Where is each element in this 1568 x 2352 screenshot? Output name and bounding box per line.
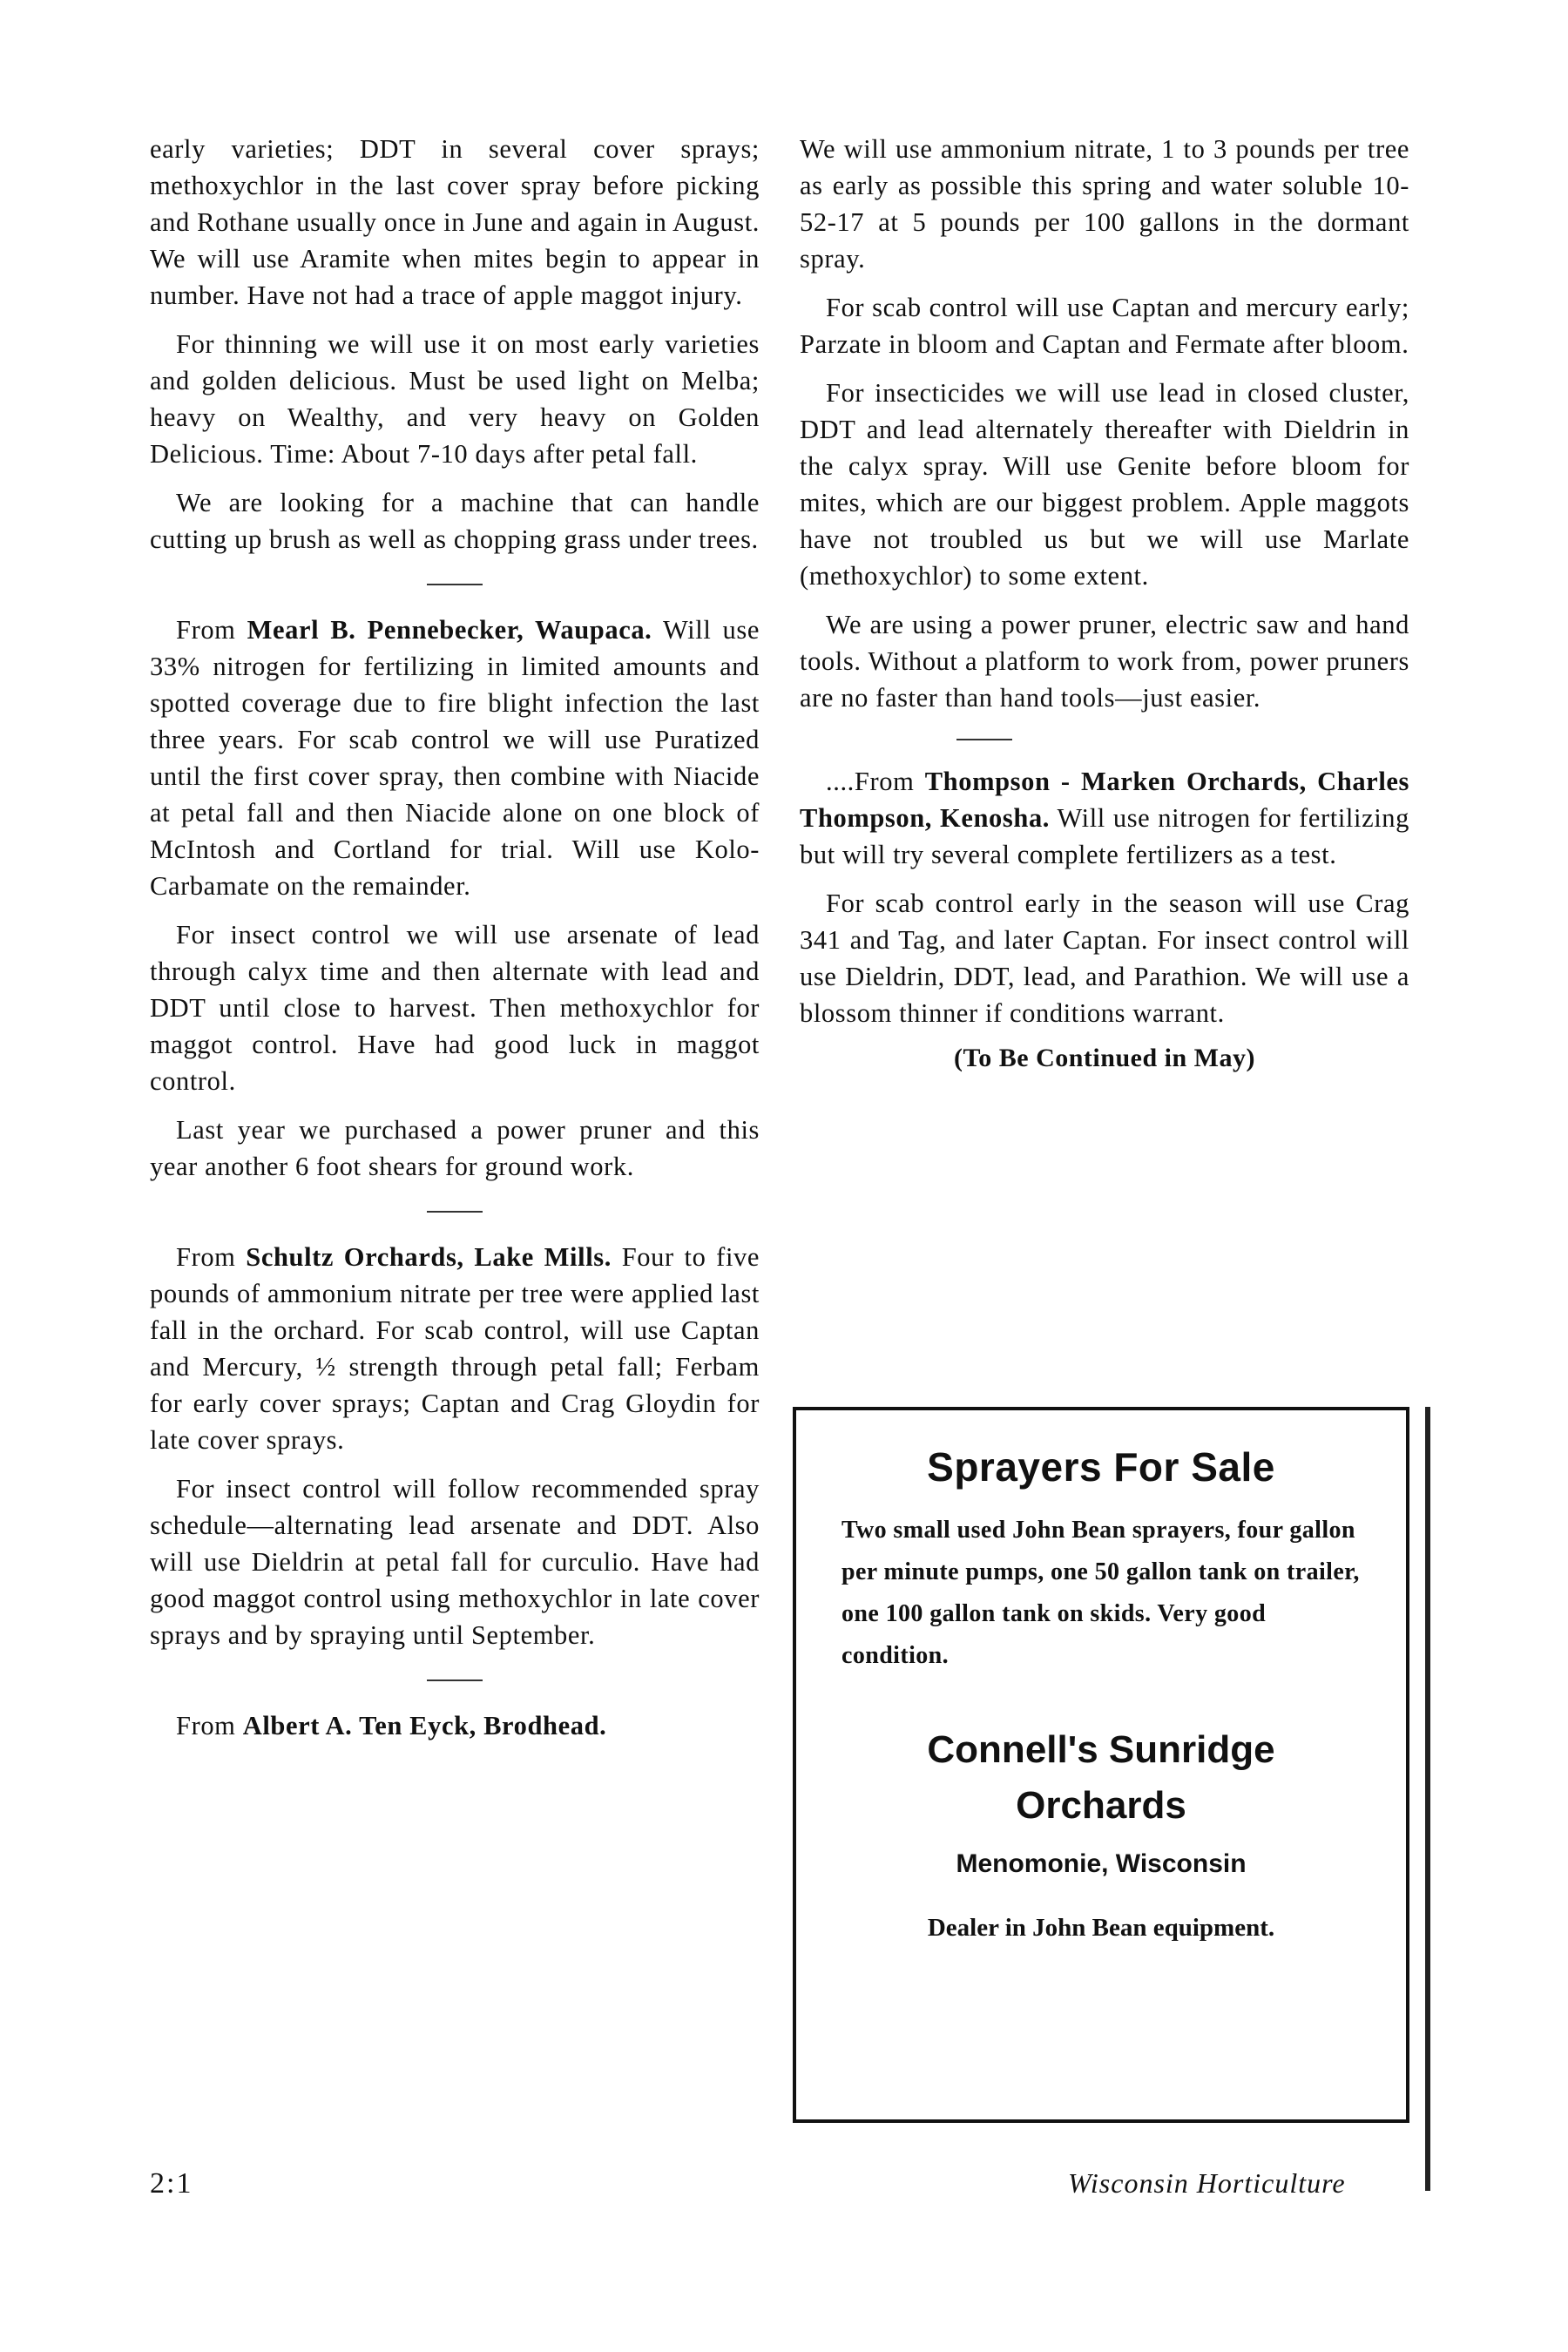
grower-name: Mearl B. Pennebecker, Waupaca. [247,615,652,645]
paragraph: For scab control will use Captan and mercury early; Parzate in bloom and Captan and Fermate after bloom. [800,293,1409,359]
paragraph: For insect control will follow recommended spray schedule—alternating lead arsenate and DDT. Also will use Dieldrin at petal fall for curculio. Have had good maggot control using methoxychlor in late cover sprays and by spraying until September. [150,1474,760,1650]
section-divider [427,1680,483,1681]
grower-name: Thompson - Marken Orchards, Charles Thompson, Kenosha. [800,767,1409,833]
ad-dealer: Dealer in John Bean equipment. [927,1914,1275,1942]
paragraph: We will use ammonium nitrate, 1 to 3 pounds per tree as early as possible this spring and water soluble 10-52-17 at 5 pounds per 100 gallons in the dormant spray. [800,134,1409,274]
ad-body: Two small used John Bean sprayers, four gallon per minute pumps, one 50 gallon tank on trailer, one 100 gallon tank on skids. Very good condition. [841,1517,1360,1669]
paragraph: early varieties; DDT in several cover sprays; methoxychlor in the last cover spray before picking and Rothane usually once in June and again in August. We will use Aramite when mites begin to appear in number. Have not had a trace of apple maggot injury. [150,134,760,310]
ad-title: Sprayers For Sale [927,1444,1275,1490]
ad-company: Connell's Sunridge Orchards [927,1728,1275,1827]
section-heading [150,612,760,904]
section-divider [427,584,483,585]
page-edge-bar [1425,1407,1430,2191]
paragraph-text: Will use 33% nitrogen for fertilizing in limited amounts and spotted coverage due to fire blight infection the last three years. For scab control we will use Puratized until the first cover spray, then combine with Niacide at petal fall and then Niacide alone on one block of McIntosh and Cortland for trial. Will use Kolo-Carbamate on the remainder. [150,615,760,901]
page-number: 2:1 [150,2167,193,2200]
from-prefix: ....From [826,767,925,796]
magazine-title: Wisconsin Horticulture [1068,2167,1346,2199]
section-heading [800,763,1409,873]
grower-name: Schultz Orchards, Lake Mills. [246,1242,612,1272]
section-heading [150,1239,760,1458]
grower-name: Albert A. Ten Eyck, Brodhead. [242,1711,607,1740]
section-heading [150,1707,760,1744]
paragraph-text: Four to five pounds of ammonium nitrate per tree were applied last fall in the orchard. For scab control, will use Captan and Mercury, ½ strength through petal fall; Ferbam for early cover sprays; Captan and Crag Gloydin for late cover sprays. [150,1242,760,1455]
ad-location: Menomonie, Wisconsin [956,1849,1247,1878]
paragraph: For insecticides we will use lead in closed cluster, DDT and lead alternately thereafter with Dieldrin in the calyx spray. Will use Genite before bloom for mites, which are our biggest problem. Apple maggots have not troubled us but we will use Marlate (methoxychlor) to some extent. [800,378,1409,591]
right-column [800,131,1409,1073]
paragraph: Last year we purchased a power pruner and this year another 6 foot shears for ground work. [150,1115,760,1181]
paragraph: For insect control we will use arsenate of lead through calyx time and then alternate with lead and DDT until close to harvest. Then methoxychlor for maggot control. Have had good luck in maggot control. [150,920,760,1096]
paragraph-text: Will use nitrogen for fertilizing but will try several complete fertilizers as a test. [800,803,1409,869]
paragraph: We are using a power pruner, electric saw and hand tools. Without a platform to work from, power pruners are no faster than hand tools—just easier. [800,610,1409,713]
sprayers-advertisement [793,1407,1409,2123]
section-divider [956,739,1012,740]
paragraph: For thinning we will use it on most early varieties and golden delicious. Must be used light on Melba; heavy on Wealthy, and very heavy on Golden Delicious. Time: About 7-10 days after petal fall. [150,329,760,469]
paragraph: We are looking for a machine that can handle cutting up brush as well as chopping grass under trees. [150,488,760,554]
from-prefix: From [176,1242,247,1272]
section-divider [427,1211,483,1213]
left-column [150,131,760,1756]
from-prefix: From [176,615,247,645]
from-prefix: From [176,1711,243,1740]
paragraph: For scab control early in the season will use Crag 341 and Tag, and later Captan. For insect control will use Dieldrin, DDT, lead, and Parathion. We will use a blossom thinner if conditions warrant. [800,889,1409,1028]
continued-note: (To Be Continued in May) [954,1044,1255,1072]
